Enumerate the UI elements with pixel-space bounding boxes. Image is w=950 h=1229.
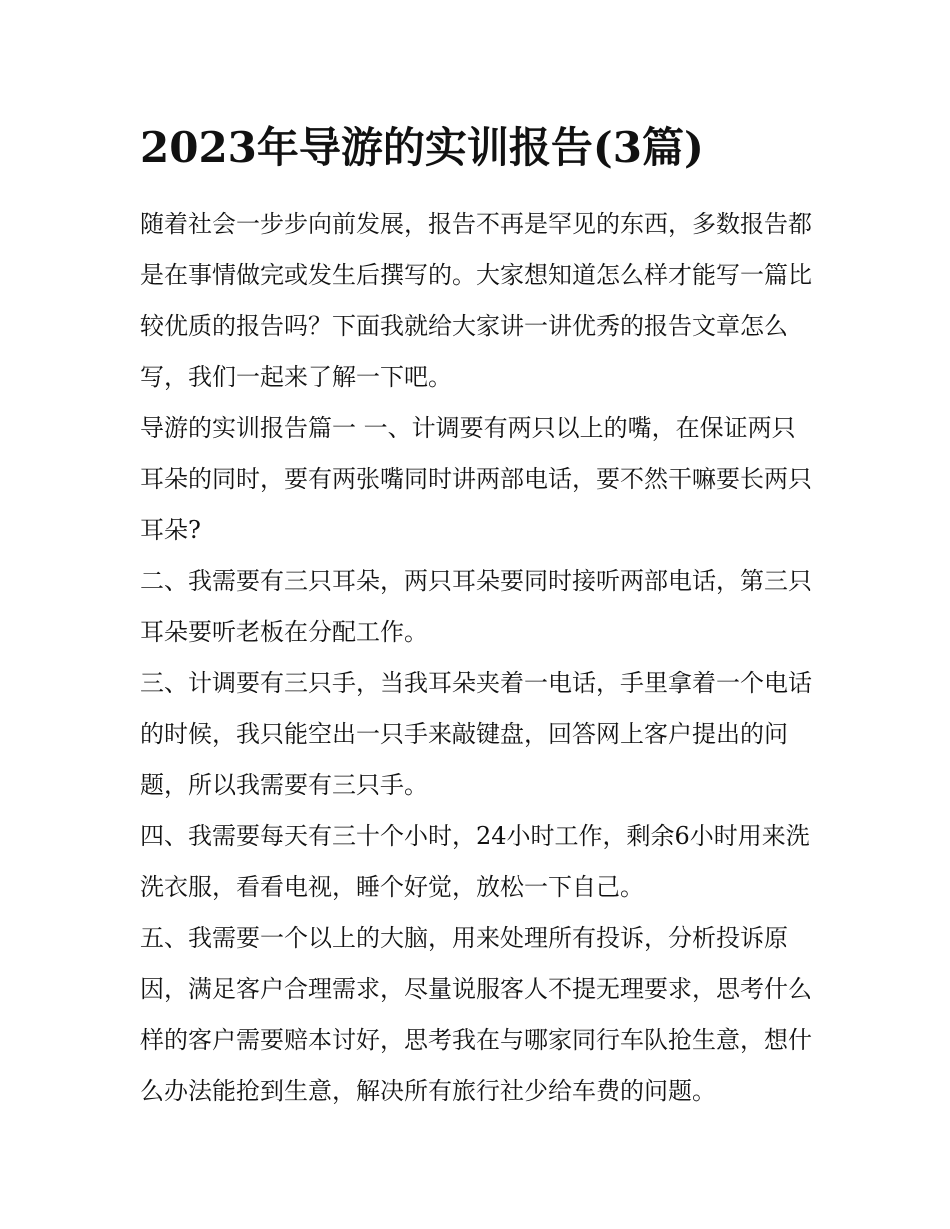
paragraph-section-3: 三、计调要有三只手，当我耳朵夹着一电话，手里拿着一个电话的时候，我只能空出一只手来敲键盘，回答网上客户提出的问题，所以我需要有三只手。	[140, 669, 812, 799]
paragraph-section-5: 五、我需要一个以上的大脑，用来处理所有投诉，分析投诉原因，满足客户合理需求，尽量说服客人不提无理要求，思考什么样的客户需要赔本讨好，思考我在与哪家同行车队抢生意，想什么办法能抢到生意，解决所有旅行社少给车费的问题。	[140, 924, 812, 1105]
paragraph-intro: 随着社会一步步向前发展，报告不再是罕见的东西，多数报告都是在事情做完或发生后撰写的。大家想知道怎么样才能写一篇比较优质的报告吗？下面我就给大家讲一讲优秀的报告文章怎么写，我们一起来了解一下吧。	[140, 210, 812, 391]
paragraph-section-1: 导游的实训报告篇一 一、计调要有两只以上的嘴，在保证两只耳朵的同时，要有两张嘴同时讲两部电话，要不然干嘛要长两只耳朵?	[140, 414, 812, 544]
document-body	[140, 199, 812, 1117]
paragraph-section-4: 四、我需要每天有三十个小时，24小时工作，剩余6小时用来洗洗衣服，看看电视，睡个好觉，放松一下自己。	[140, 822, 810, 901]
paragraph-section-2: 二、我需要有三只耳朵，两只耳朵要同时接听两部电话，第三只耳朵要听老板在分配工作。	[140, 567, 812, 646]
document-title: 2023年导游的实训报告(3篇)	[140, 123, 704, 172]
